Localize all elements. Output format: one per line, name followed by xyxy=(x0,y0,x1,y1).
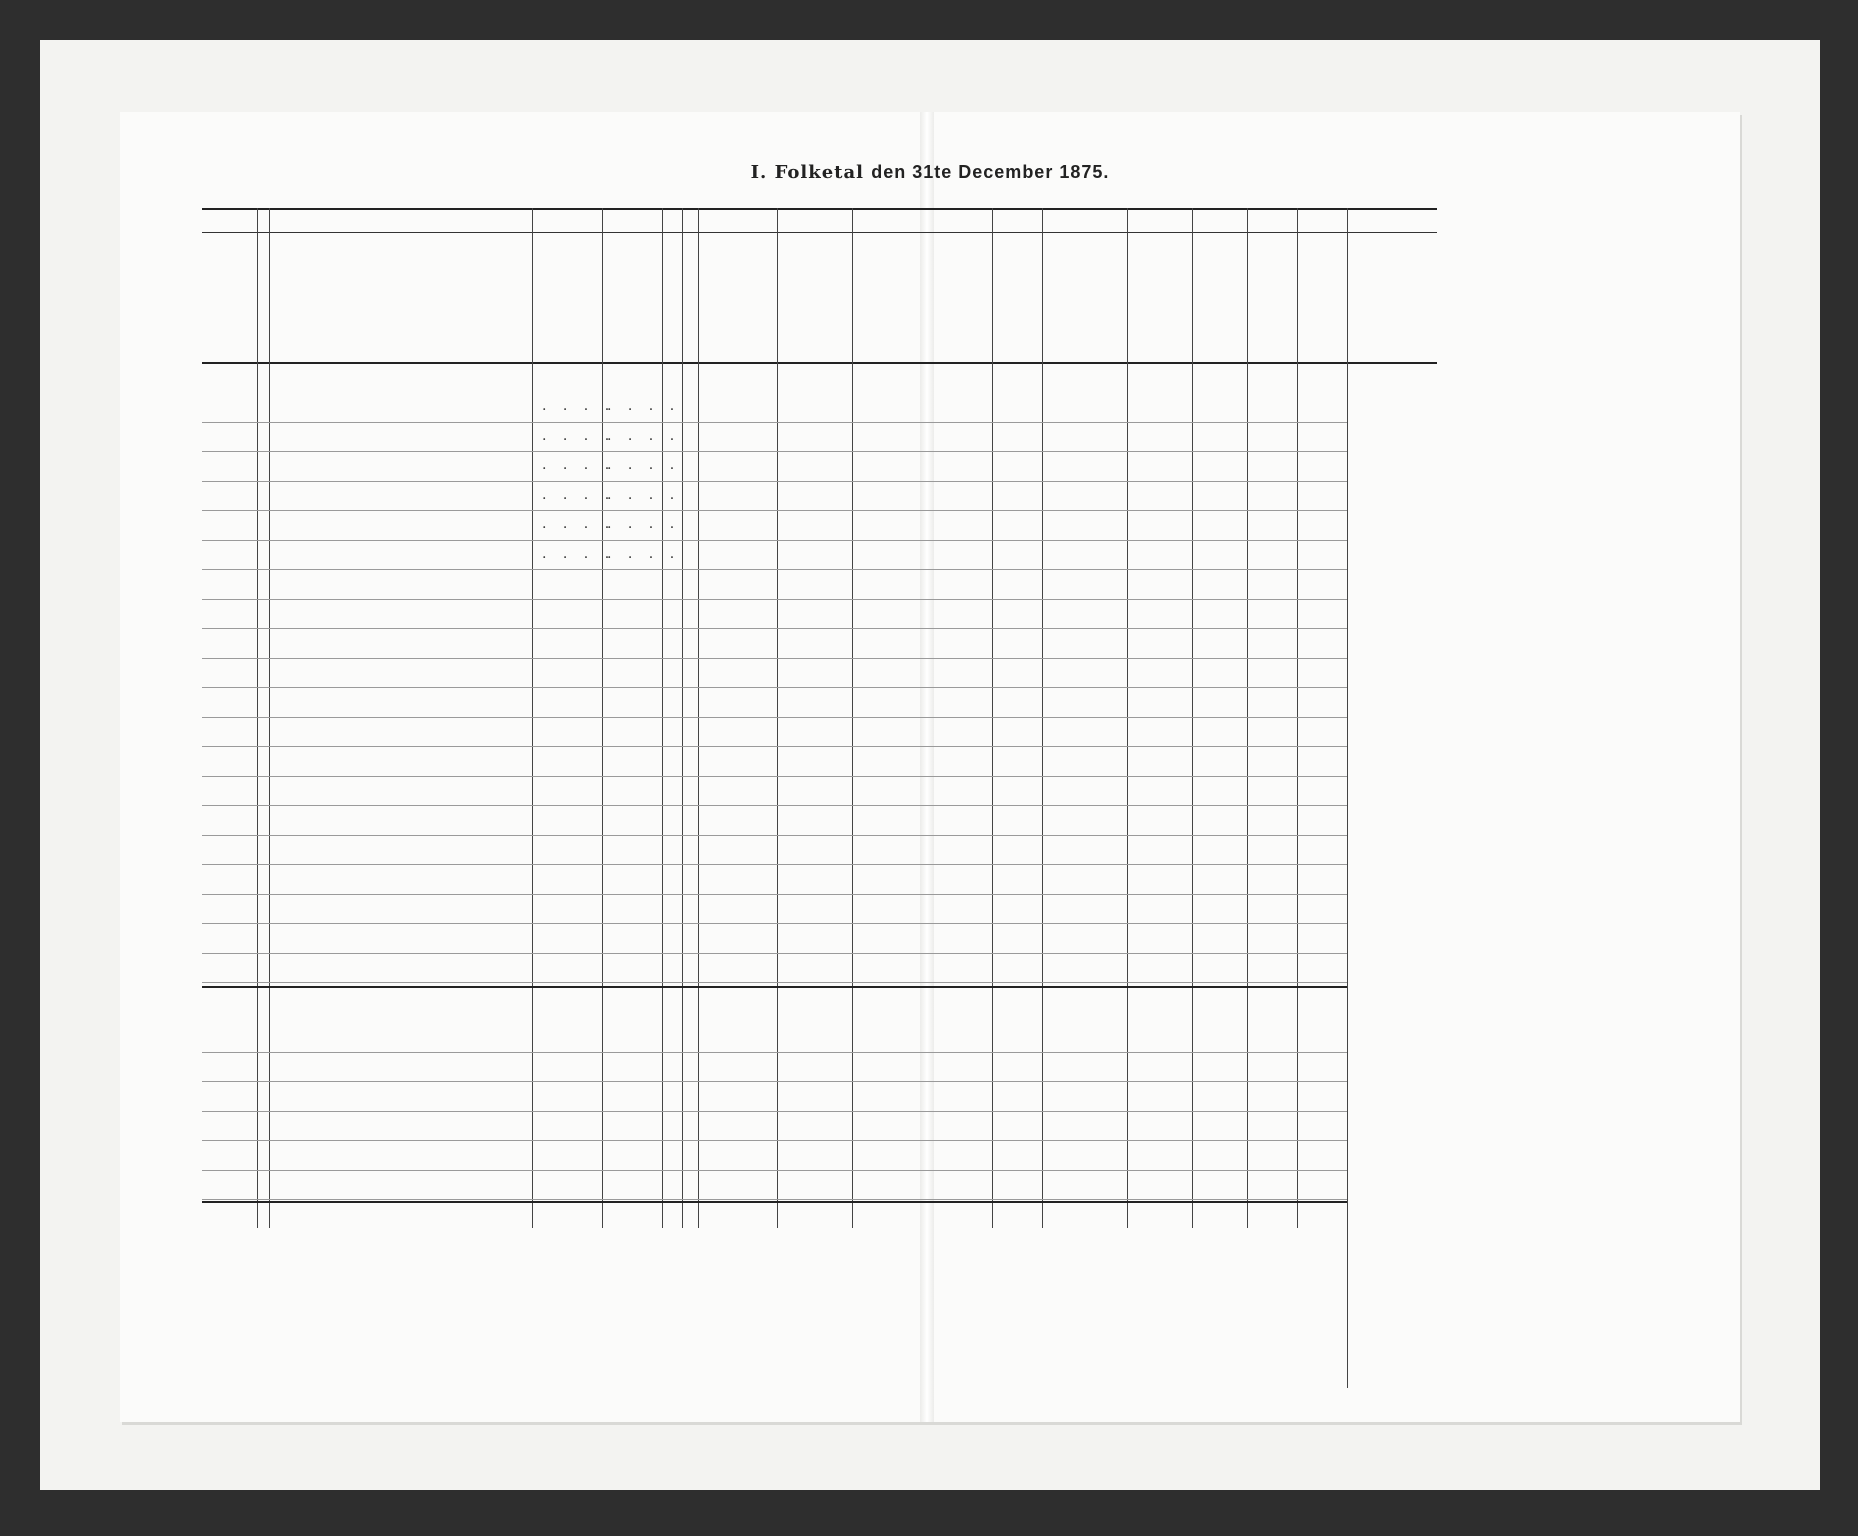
row-rule xyxy=(202,687,1347,688)
row-rule xyxy=(202,599,1347,600)
row-rule xyxy=(202,953,1347,954)
column-divider xyxy=(1042,208,1043,1228)
row-rule xyxy=(202,569,1347,570)
residence-dots: . . . . xyxy=(542,457,616,473)
header-num-rule xyxy=(202,232,1437,233)
column-divider xyxy=(1247,208,1248,1228)
title-date: den 31te December 1875. xyxy=(871,162,1110,182)
row-rule xyxy=(202,746,1347,747)
absent-row-rule xyxy=(202,1052,1347,1053)
header-bottom-rule xyxy=(202,362,1437,364)
column-divider xyxy=(777,208,778,1228)
row-rule xyxy=(202,776,1347,777)
row-rule xyxy=(202,805,1347,806)
column-divider xyxy=(1347,208,1348,1388)
row-rule xyxy=(202,658,1347,659)
residence-dots: . . . . xyxy=(542,545,616,562)
absent-row-rule xyxy=(202,1111,1347,1112)
outbuilding-dots: . . . . xyxy=(607,516,681,532)
outbuilding-dots: . . . . xyxy=(607,545,681,562)
row-rule xyxy=(202,451,1347,452)
row-rule xyxy=(202,864,1347,865)
residence-dots: . . . . xyxy=(542,398,616,414)
row-rule xyxy=(202,510,1347,511)
column-divider xyxy=(662,208,663,1228)
outbuilding-dots: . . . . xyxy=(607,486,681,503)
absent-row-rule xyxy=(202,1170,1347,1171)
row-rule xyxy=(202,628,1347,629)
absent-row-rule xyxy=(202,1140,1347,1141)
outbuilding-dots: . . . . xyxy=(607,398,681,414)
column-divider xyxy=(852,208,853,1228)
column-divider xyxy=(602,208,603,1228)
absent-section-rule xyxy=(202,986,1347,988)
column-divider xyxy=(992,208,993,1228)
row-rule xyxy=(202,422,1347,423)
outbuilding-dots: . . . . xyxy=(607,457,681,473)
column-divider xyxy=(1127,208,1128,1228)
census-form xyxy=(120,112,1740,1422)
column-divider xyxy=(1297,208,1298,1228)
table-bottom-rule xyxy=(202,1201,1347,1203)
row-rule xyxy=(202,923,1347,924)
row-rule xyxy=(202,717,1347,718)
outbuilding-dots: . . . . xyxy=(607,427,681,444)
absent-row-rule xyxy=(202,1199,1347,1200)
residence-dots: . . . . xyxy=(542,486,616,503)
column-divider xyxy=(682,208,683,1228)
title-prefix: I. Folketal xyxy=(750,162,864,183)
census-table xyxy=(202,208,1642,1388)
rules-text xyxy=(1352,368,1434,1383)
row-rule xyxy=(202,540,1347,541)
page-title xyxy=(640,162,1220,183)
row-rule xyxy=(202,982,1347,983)
residence-dots: . . . . xyxy=(542,427,616,444)
absent-row-rule xyxy=(202,1081,1347,1082)
row-rule xyxy=(202,835,1347,836)
column-divider xyxy=(698,208,699,1228)
residence-dots: . . . . xyxy=(542,516,616,532)
column-divider xyxy=(269,208,270,1228)
row-rule xyxy=(202,894,1347,895)
row-rule xyxy=(202,481,1347,482)
header-top-rule xyxy=(202,208,1437,210)
column-divider xyxy=(532,208,533,1228)
column-divider xyxy=(1192,208,1193,1228)
column-divider xyxy=(257,208,258,1228)
scan-background xyxy=(40,40,1820,1490)
